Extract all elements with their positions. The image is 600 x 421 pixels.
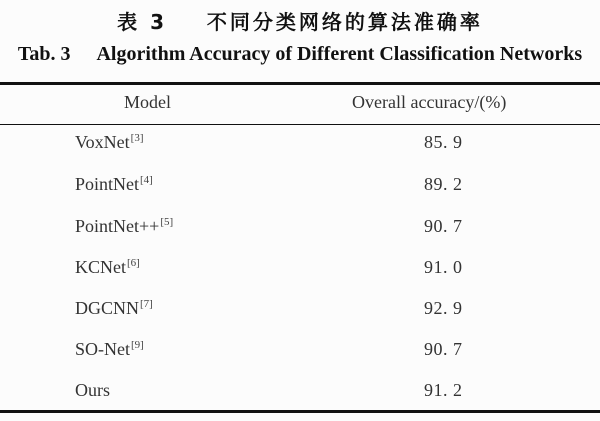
accuracy-value: 85. 9 bbox=[424, 132, 463, 152]
table-row bbox=[0, 376, 600, 406]
accuracy-value: 90. 7 bbox=[424, 339, 463, 359]
accuracy-value: 90. 7 bbox=[424, 216, 463, 236]
citation: [9] bbox=[131, 339, 144, 351]
header-model: Model bbox=[124, 92, 171, 112]
table-header bbox=[0, 88, 600, 118]
model-name: Ours bbox=[75, 380, 110, 400]
caption-cn-label: 表 3 bbox=[117, 10, 168, 34]
table-row bbox=[0, 335, 600, 365]
model-name: DGCNN[7] bbox=[75, 298, 153, 318]
model-name: VoxNet[3] bbox=[75, 132, 144, 152]
model-name: PointNet[4] bbox=[75, 174, 153, 194]
caption-en-title: Algorithm Accuracy of Different Classification Networks bbox=[96, 43, 583, 65]
header-accuracy: Overall accuracy/(%) bbox=[352, 92, 507, 112]
citation: [5] bbox=[160, 216, 174, 228]
caption-cn-title: 不同分类网络的算法准确率 bbox=[206, 10, 483, 34]
table-row bbox=[0, 170, 600, 200]
caption-english bbox=[0, 43, 600, 66]
bottom-rule bbox=[0, 410, 600, 413]
model-name: KCNet[6] bbox=[75, 257, 140, 277]
model-name: SO-Net[9] bbox=[75, 339, 144, 359]
accuracy-value: 91. 0 bbox=[424, 257, 463, 277]
table-row bbox=[0, 253, 600, 283]
accuracy-value: 92. 9 bbox=[424, 298, 463, 318]
citation: [4] bbox=[140, 174, 153, 186]
citation: [7] bbox=[140, 298, 153, 310]
accuracy-value: 91. 2 bbox=[424, 380, 463, 400]
table-row bbox=[0, 212, 600, 242]
caption-en-label: Tab. 3 bbox=[17, 43, 71, 65]
table-row bbox=[0, 128, 600, 158]
header-rule bbox=[0, 124, 600, 125]
accuracy-value: 89. 2 bbox=[424, 174, 463, 194]
top-rule bbox=[0, 82, 600, 85]
table-row bbox=[0, 294, 600, 324]
citation: [3] bbox=[130, 132, 144, 144]
caption-chinese bbox=[0, 6, 600, 35]
citation: [6] bbox=[127, 257, 140, 269]
model-name: PointNet++[5] bbox=[75, 216, 174, 236]
